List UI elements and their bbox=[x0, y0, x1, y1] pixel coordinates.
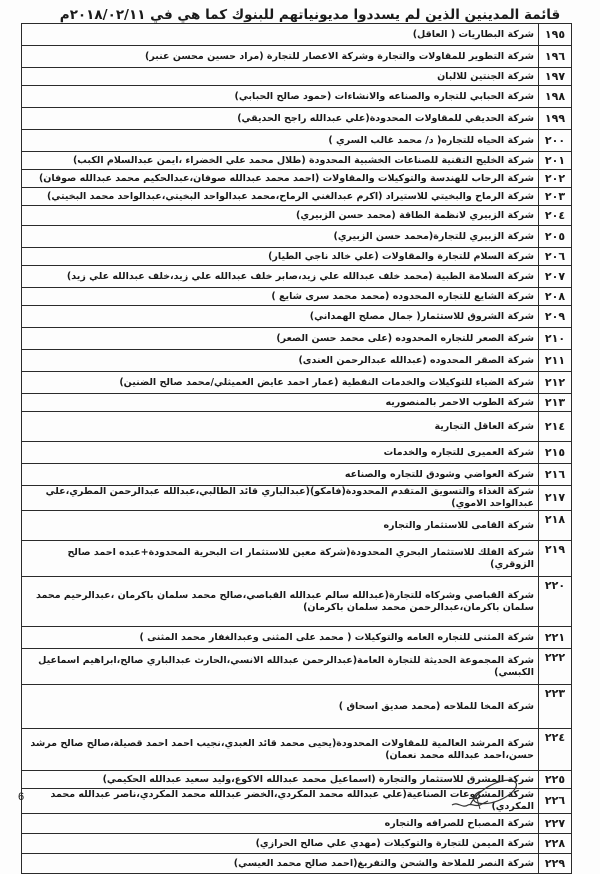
debtor-name: شركة الحبابي للتجاره والصناعه والانشاءات (حمود صالح الحبابي) bbox=[22, 86, 539, 108]
table-row bbox=[22, 464, 572, 486]
row-number: ٢١٠ bbox=[539, 328, 572, 350]
debtor-name: شركة المصباح للصرافه والتجاره bbox=[22, 814, 539, 834]
debtor-name: شركة الخليج التقنية للصناعات الخشبية المحدودة (طلال محمد علي الخضراء ،ايمن عبدالسلام الكبب) bbox=[22, 152, 539, 170]
row-number: ٢١٨ bbox=[539, 511, 572, 541]
row-number: ٢٢٥ bbox=[539, 771, 572, 789]
table-row bbox=[22, 854, 572, 874]
row-number: ٢١٧ bbox=[539, 486, 572, 511]
table-row bbox=[22, 306, 572, 328]
row-number: ٢١١ bbox=[539, 350, 572, 372]
debtor-name: شركة العواضي وشودق للتجاره والصناعه bbox=[22, 464, 539, 486]
table-row bbox=[22, 649, 572, 685]
row-number: ١٩٦ bbox=[539, 46, 572, 68]
debtor-name: شركة السلامة الطبية (محمد خلف عبدالله علي زيد،صابر خلف عبدالله علي زيد،خلف عبدالله علي زيد) bbox=[22, 266, 539, 288]
debtor-name: شركة الزبيري للتجارة(محمد حسن الزبيري) bbox=[22, 226, 539, 248]
row-number: ٢٢٨ bbox=[539, 834, 572, 854]
debtor-name: شركة الحديقي للمقاولات المحدودة(علي عبدالله راجح الحديقي) bbox=[22, 108, 539, 130]
row-number: ٢١٤ bbox=[539, 412, 572, 442]
row-number: ٢٠٩ bbox=[539, 306, 572, 328]
debtor-name: شركة المجموعة الحديثة للتجارة العامة(عبدالرحمن عبدالله الانسي،الحارث عبدالباري صالح،ابراهيم اسماعيل الكبسي) bbox=[22, 649, 539, 685]
debtor-name: شركة الشايع للتجاره المحدوده (محمد محمد سرى شايع ) bbox=[22, 288, 539, 306]
table-row bbox=[22, 328, 572, 350]
table-row bbox=[22, 685, 572, 729]
row-number: ٢٠٦ bbox=[539, 248, 572, 266]
debtor-name: شركة الطوب الاحمر بالمنصوريه bbox=[22, 394, 539, 412]
debtor-name: شركة الرماح والبخيتي للاستيراد (اكرم عبدالغني الرماح،محمد عبدالواحد البخيتي،عبدالواحد محمد البخيتي) bbox=[22, 188, 539, 206]
row-number: ٢٠٢ bbox=[539, 170, 572, 188]
row-number: ٢٠٨ bbox=[539, 288, 572, 306]
row-number: ٢٢٩ bbox=[539, 854, 572, 874]
debtor-name: شركة الرحاب للهندسة والتوكيلات والمقاولات (احمد محمد عبدالله صوفان،عبدالحكيم محمد عبدالله صوفان) bbox=[22, 170, 539, 188]
row-number: ٢٠٣ bbox=[539, 188, 572, 206]
debtors-table bbox=[21, 23, 572, 874]
row-number: ٢١٢ bbox=[539, 372, 572, 394]
debtor-name: شركة العميرى للتجاره والخدمات bbox=[22, 442, 539, 464]
debtor-name: شركة السلام للتجارة والمقاولات (علي خالد ناجي الطيار) bbox=[22, 248, 539, 266]
page-number: 6 bbox=[18, 791, 25, 803]
page-title: قائمة المدينين الذين لم يسددوا مديونياتهم للبنوك كما هي في ٢٠١٨/٠٢/١١م bbox=[59, 7, 561, 23]
debtor-name: شركة الشروق للاستثمار( جمال مصلح الهمداني) bbox=[22, 306, 539, 328]
debtor-name: شركة الحياه للتجاره( د/ محمد غالب السري ) bbox=[22, 130, 539, 152]
row-number: ٢٢٦ bbox=[539, 789, 572, 814]
row-number: ٢٠٥ bbox=[539, 226, 572, 248]
table-row bbox=[22, 372, 572, 394]
table-row bbox=[22, 206, 572, 226]
table-row bbox=[22, 486, 572, 511]
debtor-name: شركة الفلك للاستثمار البحري المحدودة(شركة معين للاستثمار ات البحرية المحدودة+عبده احمد صالح الزوقري) bbox=[22, 541, 539, 577]
row-number: ٢٠٠ bbox=[539, 130, 572, 152]
table-row bbox=[22, 130, 572, 152]
table-row bbox=[22, 188, 572, 206]
debtor-name: شركة الزبيري لانظمة الطاقة (محمد حسن الزبيري) bbox=[22, 206, 539, 226]
debtor-name: شركة المشروعات الصناعية(علي عبدالله محمد المكردي،الخضر عبدالله محمد المكردي،ناصر عبدالله محمد المكردي) bbox=[22, 789, 539, 814]
table-row bbox=[22, 266, 572, 288]
debtor-name: شركة الضياء للتوكيلات والخدمات النفطية (عمار احمد عايض العميثلي/محمد صالح الضنين) bbox=[22, 372, 539, 394]
table-row bbox=[22, 577, 572, 627]
table-row bbox=[22, 108, 572, 130]
debtor-name: شركة الجنتين للالبان bbox=[22, 68, 539, 86]
table-row bbox=[22, 68, 572, 86]
row-number: ٢٢٠ bbox=[539, 577, 572, 627]
table-row bbox=[22, 170, 572, 188]
debtor-name: شركة الميمن للتجارة والتوكيلات (مهدي علي صالح الحرازي) bbox=[22, 834, 539, 854]
debtor-name: شركة القامى للاستثمار والتجاره bbox=[22, 511, 539, 541]
row-number: ٢١٩ bbox=[539, 541, 572, 577]
row-number: ٢٢٣ bbox=[539, 685, 572, 729]
table-row bbox=[22, 226, 572, 248]
row-number: ٢٢١ bbox=[539, 627, 572, 649]
table-row bbox=[22, 442, 572, 464]
debtor-name: شركة التطوير للمقاولات والتجارة وشركة الاعصار للتجارة (مراد حسين محسن عنبر) bbox=[22, 46, 539, 68]
debtor-name: شركة القباصي وشركاه للتجارة(عبدالله سالم عبدالله القباصي،صالح محمد سلمان باكرمان ،عبدالرحيم محمد سلمان باكرمان،عبدالرحمن محمد سلمان باكرمان) bbox=[22, 577, 539, 627]
table-row bbox=[22, 46, 572, 68]
table-row bbox=[22, 627, 572, 649]
table-row bbox=[22, 350, 572, 372]
debtor-name: شركة المشرق للاستثمار والتجارة (اسماعيل محمد عبدالله الاكوع،وليد سعيد عبدالله الحكيمي) bbox=[22, 771, 539, 789]
row-number: ٢١٥ bbox=[539, 442, 572, 464]
debtor-name: شركة المرشد العالمية للمقاولات المحدودة(يحيى محمد قائد العبدي،نجيب احمد احمد قصيلة،صالح صالح مرشد حسن،احمد عبدالله محمد نعمان) bbox=[22, 729, 539, 771]
debtor-name: شركة المخا للملاحه (محمد صديق اسحاق ) bbox=[22, 685, 539, 729]
row-number: ١٩٧ bbox=[539, 68, 572, 86]
debtor-name: شركة الغذاء والتسويق المتقدم المحدودة(فامكو)(عبدالباري قائد الطالبي،عبدالله عبدالرحمن المطري،علي عبدالواحد الاموي) bbox=[22, 486, 539, 511]
table-row bbox=[22, 248, 572, 266]
table-row bbox=[22, 152, 572, 170]
row-number: ١٩٨ bbox=[539, 86, 572, 108]
table-row bbox=[22, 394, 572, 412]
table-row bbox=[22, 86, 572, 108]
table-row bbox=[22, 24, 572, 46]
debtor-name: شركة الصقر المحدوده (عبدالله عبدالرحمن العندى) bbox=[22, 350, 539, 372]
table-row bbox=[22, 288, 572, 306]
debtor-name: شركة النصر للملاحة والشحن والتفريغ(احمد صالح محمد العيسي) bbox=[22, 854, 539, 874]
table-row bbox=[22, 511, 572, 541]
signature-icon bbox=[440, 765, 520, 820]
row-number: ٢٠١ bbox=[539, 152, 572, 170]
row-number: ١٩٩ bbox=[539, 108, 572, 130]
debtor-name: شركة الصعر للتجاره المحدوده (على محمد حسن الصعر) bbox=[22, 328, 539, 350]
debtor-name: شركة العاقل التجارية bbox=[22, 412, 539, 442]
row-number: ٢٠٤ bbox=[539, 206, 572, 226]
row-number: ٢٢٢ bbox=[539, 649, 572, 685]
row-number: ٢١٦ bbox=[539, 464, 572, 486]
table-row bbox=[22, 541, 572, 577]
row-number: ٢٠٧ bbox=[539, 266, 572, 288]
row-number: ١٩٥ bbox=[539, 24, 572, 46]
debtor-name: شركة المثنى للتجاره العامه والتوكيلات ( محمد على المثنى وعبدالغفار محمد المثنى ) bbox=[22, 627, 539, 649]
table-row bbox=[22, 412, 572, 442]
row-number: ٢٢٧ bbox=[539, 814, 572, 834]
row-number: ٢٢٤ bbox=[539, 729, 572, 771]
debtor-name: شركة البطاريات ( العاقل) bbox=[22, 24, 539, 46]
table-row bbox=[22, 834, 572, 854]
row-number: ٢١٣ bbox=[539, 394, 572, 412]
